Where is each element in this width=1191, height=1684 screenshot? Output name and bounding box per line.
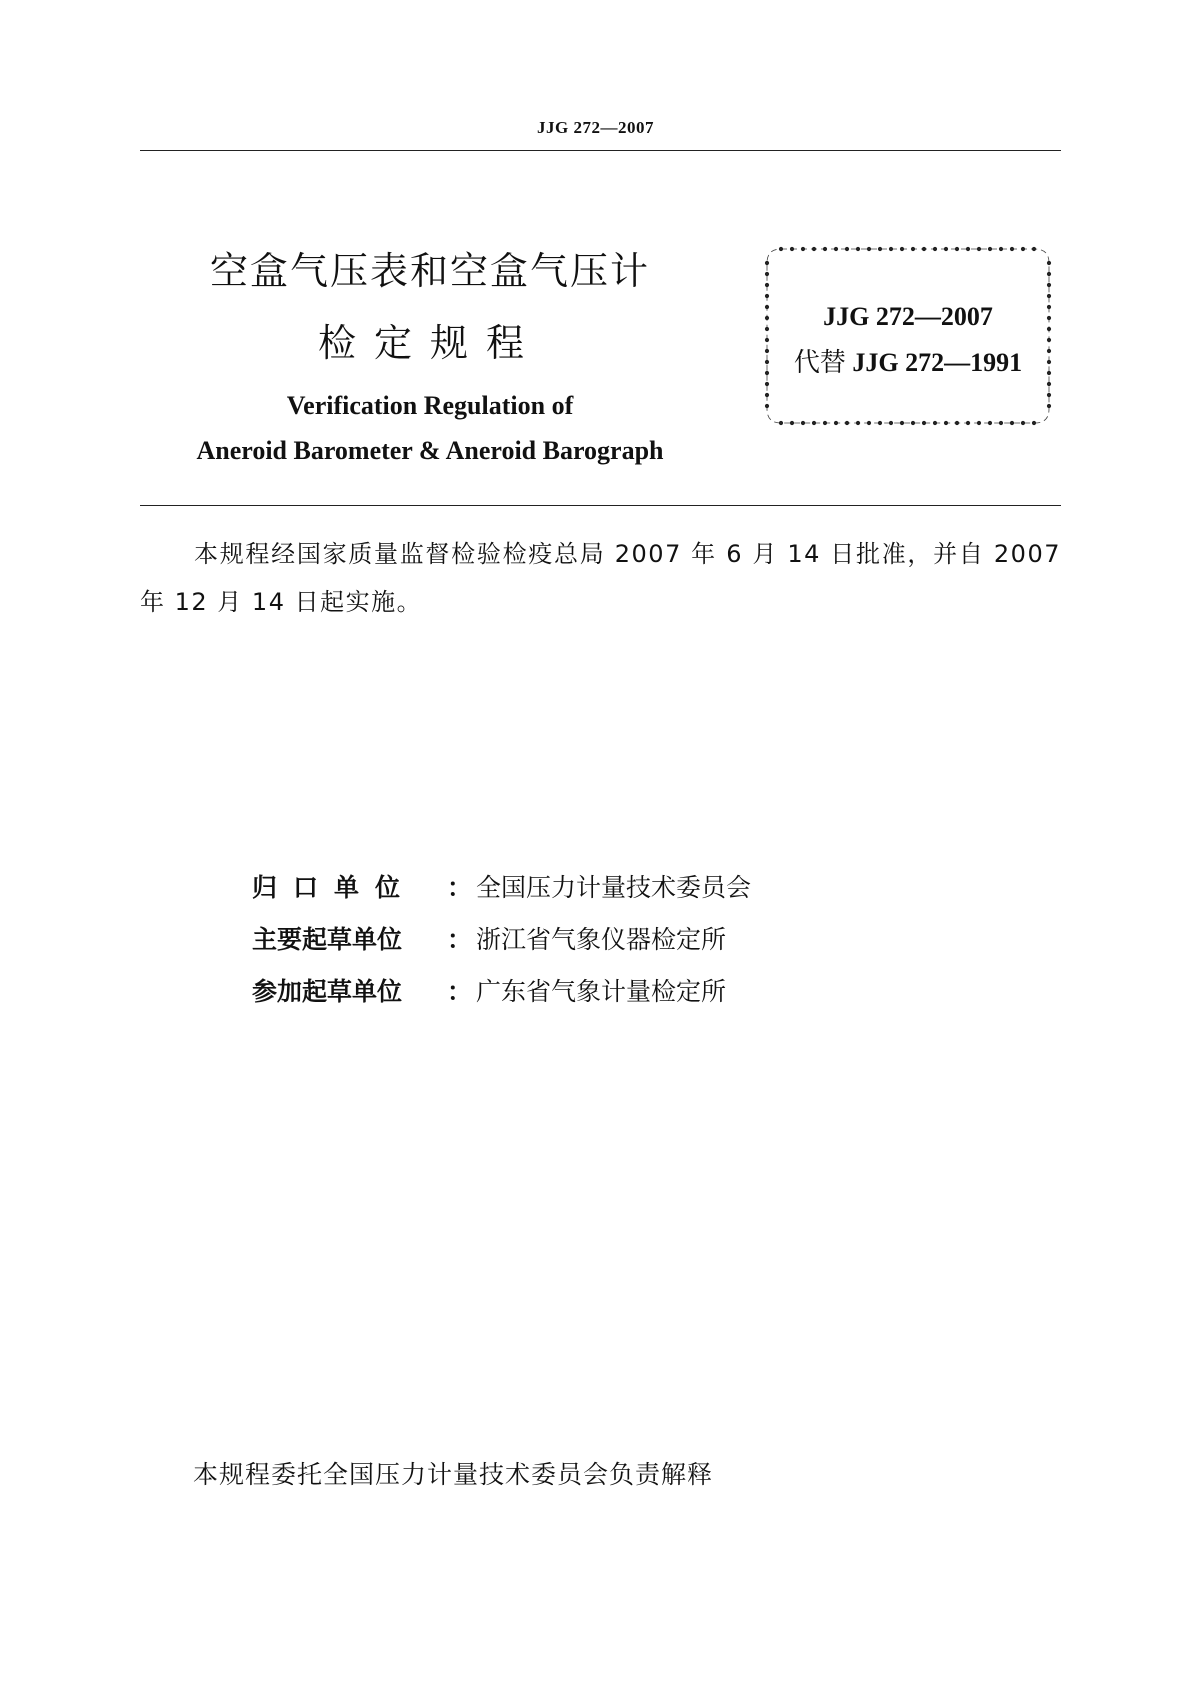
title-english-line1: Verification Regulation of xyxy=(286,391,574,420)
border-bead xyxy=(889,247,893,251)
border-bead xyxy=(845,247,849,251)
org-colon: ： xyxy=(447,977,473,1006)
border-bead xyxy=(878,247,882,251)
border-bead xyxy=(867,421,871,425)
border-bead xyxy=(1032,247,1036,251)
border-bead xyxy=(867,247,871,251)
org-label: 参加起草单位 xyxy=(252,977,403,1006)
border-bead xyxy=(1032,421,1036,425)
border-bead xyxy=(1010,421,1014,425)
decorative-border xyxy=(763,245,1053,427)
border-bead xyxy=(911,421,915,425)
org-value: 广东省气象计量检定所 xyxy=(476,977,727,1006)
border-bead xyxy=(1047,382,1051,386)
border-bead xyxy=(845,421,849,425)
replaces-line xyxy=(763,342,1053,379)
border-bead xyxy=(955,247,959,251)
border-bead xyxy=(933,247,937,251)
border-bead xyxy=(999,421,1003,425)
border-bead xyxy=(801,421,805,425)
replaced-code: JJG 272—1991 xyxy=(852,348,1023,377)
border-bead xyxy=(812,247,816,251)
border-bead xyxy=(765,382,769,386)
border-bead xyxy=(988,247,992,251)
code-box-frame xyxy=(763,245,1053,427)
border-bead xyxy=(765,261,769,265)
border-bead xyxy=(966,421,970,425)
border-bead xyxy=(812,421,816,425)
title-chinese-line1: 空盒气压表和空盒气压计 xyxy=(209,249,650,293)
border-bead xyxy=(765,272,769,276)
org-label: 主要起草单位 xyxy=(252,925,403,954)
border-bead xyxy=(977,247,981,251)
border-bead xyxy=(1021,247,1025,251)
border-bead xyxy=(900,421,904,425)
border-bead xyxy=(999,247,1003,251)
interpretation-note: 本规程委托全国压力计量技术委员会负责解释 xyxy=(193,1460,714,1489)
border-bead xyxy=(856,421,860,425)
border-bead xyxy=(1047,272,1051,276)
border-bead xyxy=(889,421,893,425)
org-colon: ： xyxy=(447,873,473,902)
standard-code: JJG 272—2007 xyxy=(823,302,993,331)
border-bead xyxy=(790,421,794,425)
border-bead xyxy=(823,247,827,251)
title-chinese-line2: 检定规程 xyxy=(317,321,542,365)
border-bead xyxy=(966,247,970,251)
border-bead xyxy=(823,421,827,425)
border-bead xyxy=(779,421,783,425)
org-label: 归口单位 xyxy=(252,873,417,902)
border-bead xyxy=(944,247,948,251)
border-bead xyxy=(933,421,937,425)
border-bead xyxy=(955,421,959,425)
border-bead xyxy=(988,421,992,425)
border-bead xyxy=(765,283,769,287)
header-rule xyxy=(140,150,1061,151)
approval-statement: 本规程经国家质量监督检验检疫总局 2007 年 6 月 14 日批准，并自 2007 年 12 月 14 日起实施。 xyxy=(140,540,1061,616)
border-bead xyxy=(834,421,838,425)
border-bead xyxy=(856,247,860,251)
org-row-main-drafter xyxy=(252,920,726,960)
border-bead xyxy=(944,421,948,425)
border-bead xyxy=(878,421,882,425)
border-bead xyxy=(900,247,904,251)
org-colon: ： xyxy=(447,925,473,954)
border-bead xyxy=(1021,421,1025,425)
org-value: 浙江省气象仪器检定所 xyxy=(476,925,727,954)
border-bead xyxy=(779,247,783,251)
title-rule xyxy=(140,505,1061,506)
org-row-participating-drafter xyxy=(252,972,726,1012)
border-bead xyxy=(765,294,769,298)
org-row-responsible xyxy=(252,868,751,908)
border-bead xyxy=(977,421,981,425)
border-bead xyxy=(922,247,926,251)
border-bead xyxy=(834,247,838,251)
org-value: 全国压力计量技术委员会 xyxy=(476,873,752,902)
replaces-prefix: 代替 xyxy=(793,348,846,377)
border-bead xyxy=(801,247,805,251)
border-bead xyxy=(1047,283,1051,287)
running-header: JJG 272—2007 xyxy=(537,118,654,137)
border-bead xyxy=(1047,393,1051,397)
border-bead xyxy=(765,393,769,397)
border-bead xyxy=(1047,261,1051,265)
border-bead xyxy=(1010,247,1014,251)
border-bead xyxy=(790,247,794,251)
title-english-line2: Aneroid Barometer & Aneroid Barograph xyxy=(196,436,664,465)
border-bead xyxy=(1047,404,1051,408)
border-bead xyxy=(765,404,769,408)
border-bead xyxy=(911,247,915,251)
border-bead xyxy=(1047,294,1051,298)
border-bead xyxy=(922,421,926,425)
